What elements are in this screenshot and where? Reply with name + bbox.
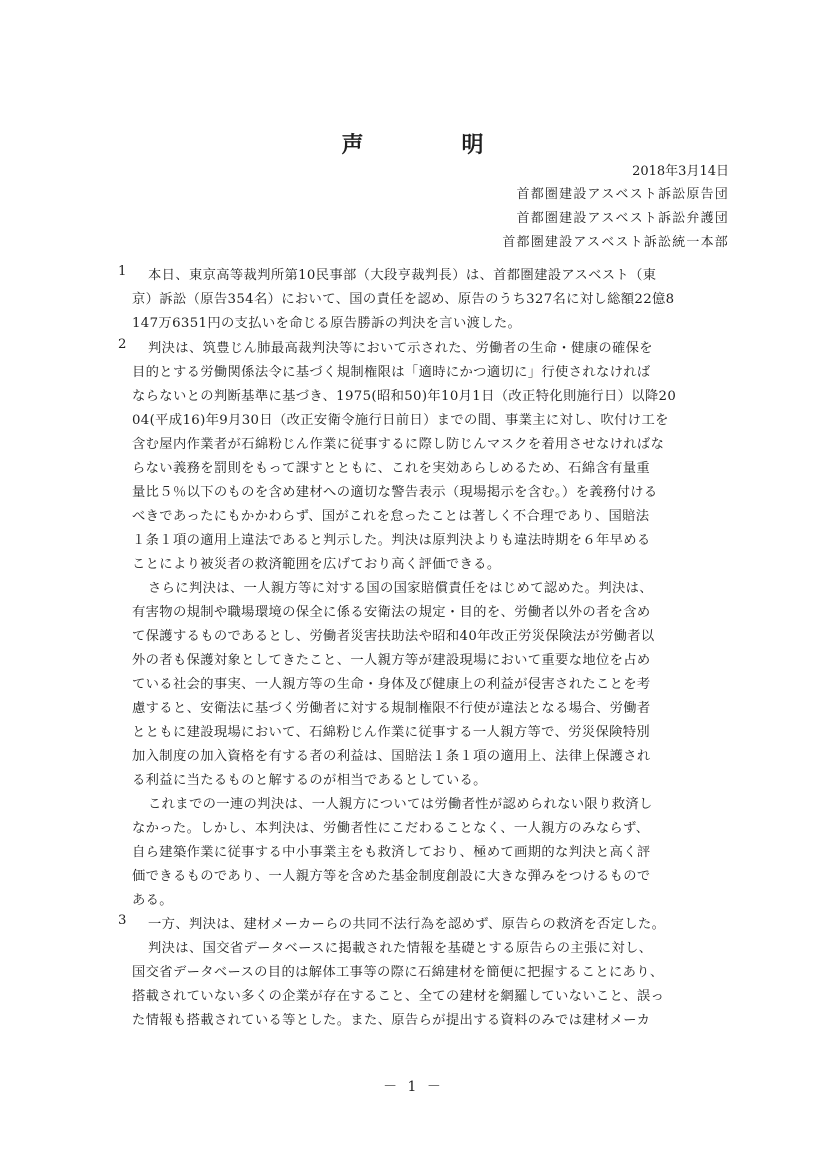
body-line: 04(平成16)年9月30日（改正安衛令施行日前日）までの間、事業主に対し、吹付け工を	[132, 413, 669, 428]
body-line: 一方、判決は、建材メーカーらの共同不法行為を認めず、原告らの救済を否定した。	[148, 917, 666, 932]
section-number-3: 3	[118, 913, 127, 928]
body-line: ている社会的事実、一人親方等の生命・身体及び健康上の利益が侵害されたことを考	[132, 677, 651, 692]
body-line: 搭載されていない多くの企業が存在すること、全ての建材を網羅していないこと、誤っ	[132, 989, 665, 1004]
body-line: さらに判決は、一人親方等に対する国の国家賠償責任をはじめて認めた。判決は、	[148, 581, 653, 596]
body-line: これまでの一連の判決は、一人親方については労働者性が認められない限り救済し	[148, 797, 653, 812]
issuer-lawyers: 首都圏建設アスベスト訴訟弁護団	[516, 211, 729, 226]
body-line: １条１項の適用上違法であると判示した。判決は原判決よりも違法時期を６年早める	[132, 533, 651, 548]
section-number-2: 2	[118, 337, 127, 352]
body-line: 本日、東京高等裁判所第10民事部（大段亨裁判長）は、首都圏建設アスベスト（東	[148, 268, 657, 283]
body-line: 有害物の規制や職場環境の保全に係る安衛法の規定・目的を、労働者以外の者を含め	[132, 605, 651, 620]
body-line: べきであったにもかかわらず、国がこれを怠ったことは著しく不合理であり、国賠法	[132, 509, 650, 524]
body-line: 加入制度の加入資格を有する者の利益は、国賠法１条１項の適用上、法律上保護され	[132, 749, 651, 764]
issuer-headquarters: 首都圏建設アスベスト訴訟統一本部	[502, 235, 729, 250]
body-line: ならないとの判断基準に基づき、1975(昭和50)年10月1日（改正特化則施行日）以降20	[132, 389, 677, 404]
body-line: る利益に当たるものと解するのが相当であるとしている。	[132, 773, 487, 788]
body-line: なかった。しかし、本判決は、労働者性にこだわることなく、一人親方のみならず、	[132, 821, 650, 836]
body-line: 自ら建築作業に従事する中小事業主をも救済しており、極めて画期的な判決と高く評	[132, 845, 651, 860]
body-line: 京）訴訟（原告354名）において、国の責任を認め、原告のうち327名に対し総額22億8	[132, 292, 675, 307]
body-line: 国交省データベースの目的は解体工事等の際に石綿建材を簡便に把握することにあり、	[132, 965, 664, 980]
body-line: 含む屋内作業者が石綿粉じん作業に従事するに際し防じんマスクを着用させなければな	[132, 437, 665, 452]
body-line: て保護するものであるとし、労働者災害扶助法や昭和40年改正労災保険法が労働者以	[132, 629, 655, 644]
body-line: 量比５％以下のものを含め建材への適切な警告表示（現場掲示を含む。）を義務付ける	[132, 485, 658, 500]
page-number: － 1 －	[383, 1079, 444, 1095]
body-line: 外の者も保護対象としてきたこと、一人親方等が建設現場において重要な地位を占め	[132, 653, 651, 668]
body-line: ある。	[132, 893, 173, 908]
document-title	[0, 128, 827, 159]
statement-date: 2018年3月14日	[632, 164, 729, 179]
body-line: た情報も搭載されている等とした。また、原告らが提出する資料のみでは建材メーカ	[132, 1013, 651, 1028]
body-line: らない義務を罰則をもって課すとともに、これを実効あらしめるため、石綿含有量重	[132, 461, 651, 476]
body-line: 判決は、筑豊じん肺最高裁判決等において示された、労働者の生命・健康の確保を	[148, 341, 653, 356]
body-line: 147万6351円の支払いを命じる原告勝訴の判決を言い渡した。	[132, 316, 522, 331]
issuer-plaintiffs: 首都圏建設アスベスト訴訟原告団	[516, 187, 729, 202]
body-line: 慮すると、安衛法に基づく労働者に対する規制権限不行使が違法となる場合、労働者	[132, 701, 651, 716]
section-number-1: 1	[118, 264, 127, 279]
title-char-2: 明	[461, 132, 486, 158]
body-line: ことにより被災者の救済範囲を広げており高く評価できる。	[132, 557, 501, 572]
title-char-1: 声	[341, 132, 366, 158]
body-line: 価できるものであり、一人親方等を含めた基金制度創設に大きな弾みをつけるもので	[132, 869, 651, 884]
body-line: とともに建設現場において、石綿粉じん作業に従事する一人親方等で、労災保険特別	[132, 725, 651, 740]
body-line: 判決は、国交省データベースに掲載された情報を基礎とする原告らの主張に対し、	[148, 941, 653, 956]
body-line: 目的とする労働関係法令に基づく規制権限は「適時にかつ適切に」行使されなければ	[132, 365, 651, 380]
